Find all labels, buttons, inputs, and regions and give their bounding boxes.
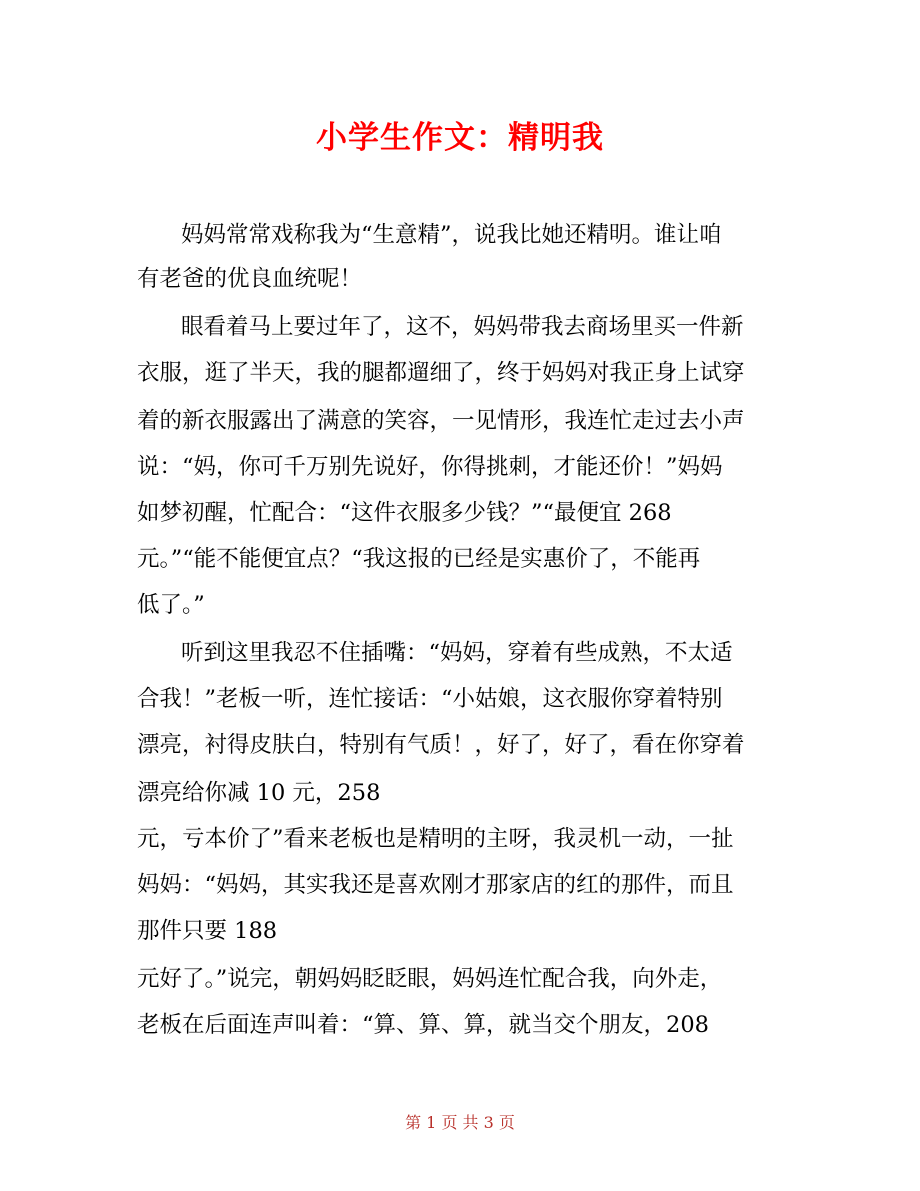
paragraph-line: 漂亮，衬得皮肤白，特别有气质！，好了，好了，看在你穿着 xyxy=(137,732,745,758)
paragraph-line: 老板在后面连声叫着：“算、算、算，就当交个朋友，208 xyxy=(137,1012,709,1038)
paragraph-line: 听到这里我忍不住插嘴：“妈妈，穿着有些成熟，不太适 xyxy=(181,640,733,666)
paragraph-line: 妈妈：“妈妈，其实我还是喜欢刚才那家店的红的那件，而且 xyxy=(137,872,734,898)
page-title: 小学生作文：精明我 xyxy=(316,120,604,156)
page-number-footer: 第 1 页 共 3 页 xyxy=(405,1113,515,1132)
paragraph-line: 妈妈常常戏称我为“生意精”，说我比她还精明。谁让咱 xyxy=(181,222,722,248)
paragraph-line: 眼看着马上要过年了，这不，妈妈带我去商场里买一件新 xyxy=(181,314,744,340)
paragraph-line: 说：“妈，你可千万别先说好，你得挑刺，才能还价！”妈妈 xyxy=(137,454,723,480)
paragraph-line: 那件只要 188 xyxy=(137,918,278,944)
paragraph-line: 元。”“能不能便宜点？“我这报的已经是实惠价了，不能再 xyxy=(137,546,701,572)
paragraph-line: 着的新衣服露出了满意的笑容，一见情形，我连忙走过去小声 xyxy=(137,408,745,434)
paragraph-line: 如梦初醒，忙配合：“这件衣服多少钱？”“最便宜 268 xyxy=(137,500,672,526)
paragraph-line: 漂亮给你减 10 元，258 xyxy=(137,780,381,806)
paragraph-line: 有老爸的优良血统呢！ xyxy=(137,266,363,292)
paragraph-line: 低了。” xyxy=(137,592,205,618)
paragraph-line: 合我！”老板一听，连忙接话：“小姑娘，这衣服你穿着特别 xyxy=(137,686,723,712)
paragraph-line: 元好了。”说完，朝妈妈眨眨眼，妈妈连忙配合我，向外走， xyxy=(137,966,723,992)
paragraph-line: 衣服，逛了半天，我的腿都遛细了，终于妈妈对我正身上试穿 xyxy=(137,360,745,386)
paragraph-line: 元，亏本价了”看来老板也是精明的主呀，我灵机一动，一扯 xyxy=(137,826,734,852)
